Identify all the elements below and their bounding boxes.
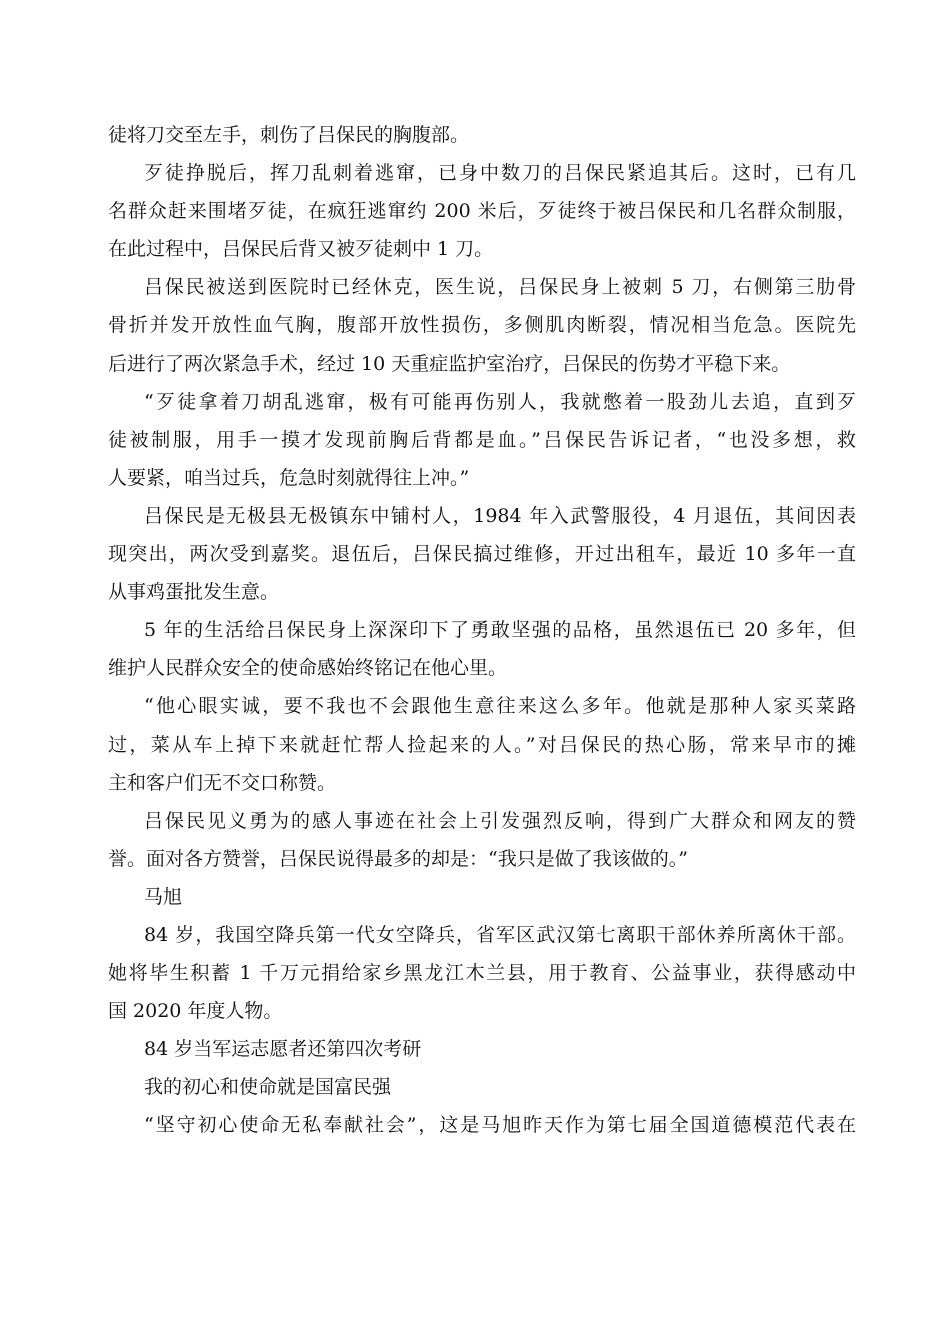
paragraph-line: 现突出，两次受到嘉奖。退伍后，吕保民搞过维修，开过出租车，最近 10 多年一直 (108, 543, 856, 566)
paragraph-line: 誉。面对各方赞誉，吕保民说得最多的却是：“我只是做了我该做的。” (108, 847, 688, 870)
paragraph-line: “坚守初心使命无私奉献社会”，这是马旭昨天作为第七届全国道德模范代表在 (144, 1114, 856, 1137)
paragraph-line: 徒将刀交至左手，刺伤了吕保民的胸腹部。 (108, 124, 470, 146)
paragraph-line: 骨折并发开放性血气胸，腹部开放性损伤，多侧肌肉断裂，情况相当危急。医院先 (108, 314, 856, 337)
paragraph-line: 维护人民群众安全的使命感始终铭记在他心里。 (108, 657, 508, 680)
subheading-line: 我的初心和使命就是国富民强 (144, 1076, 392, 1099)
paragraph-line: 徒被制服，用手一摸才发现前胸后背都是血。”吕保民告诉记者，“也没多想，救 (108, 428, 856, 451)
paragraph-line: 名群众赶来围堵歹徒，在疯狂逃窜约 200 米后，歹徒终于被吕保民和几名群众制服， (108, 200, 856, 223)
paragraph-line: 吕保民见义勇为的感人事迹在社会上引发强烈反响，得到广大群众和网友的赞 (144, 809, 856, 832)
paragraph-line: 在此过程中，吕保民后背又被歹徒刺中 1 刀。 (108, 238, 494, 261)
document-page (108, 116, 856, 1145)
paragraph-line: 吕保民被送到医院时已经休克，医生说，吕保民身上被刺 5 刀，右侧第三肋骨 (144, 276, 856, 299)
paragraph-line: 她将毕生积蓄 1 千万元捐给家乡黑龙江木兰县，用于教育、公益事业，获得感动中 (108, 962, 856, 985)
subheading-line: 84 岁当军运志愿者还第四次考研 (144, 1038, 422, 1061)
paragraph-line: 人要紧，咱当过兵，危急时刻就得往上冲。” (108, 466, 470, 489)
paragraph-line: “歹徒拿着刀胡乱逃窜，极有可能再伤别人，我就憋着一股劲儿去追，直到歹 (144, 390, 856, 413)
paragraph-line: “他心眼实诚，要不我也不会跟他生意往来这么多年。他就是那种人家买菜路 (144, 695, 856, 718)
paragraph-line: 吕保民是无极县无极镇东中铺村人，1984 年入武警服役，4 月退伍，其间因表 (144, 504, 856, 527)
paragraph-line: 从事鸡蛋批发生意。 (108, 581, 280, 604)
paragraph-line: 国 2020 年度人物。 (108, 1000, 283, 1023)
section-heading: 马旭 (144, 885, 183, 908)
paragraph-line: 主和客户们无不交口称赞。 (108, 771, 337, 794)
paragraph-line: 过，菜从车上掉下来就赶忙帮人捡起来的人。”对吕保民的热心肠，常来早市的摊 (108, 733, 856, 756)
paragraph-line: 歹徒挣脱后，挥刀乱刺着逃窜，已身中数刀的吕保民紧追其后。这时，已有几 (144, 162, 856, 185)
paragraph-line: 84 岁，我国空降兵第一代女空降兵，省军区武汉第七离职干部休养所离休干部。 (144, 923, 856, 946)
paragraph-line: 5 年的生活给吕保民身上深深印下了勇敢坚强的品格，虽然退伍已 20 多年，但 (144, 619, 856, 642)
paragraph-line: 后进行了两次紧急手术，经过 10 天重症监护室治疗，吕保民的伤势才平稳下来。 (108, 352, 791, 375)
